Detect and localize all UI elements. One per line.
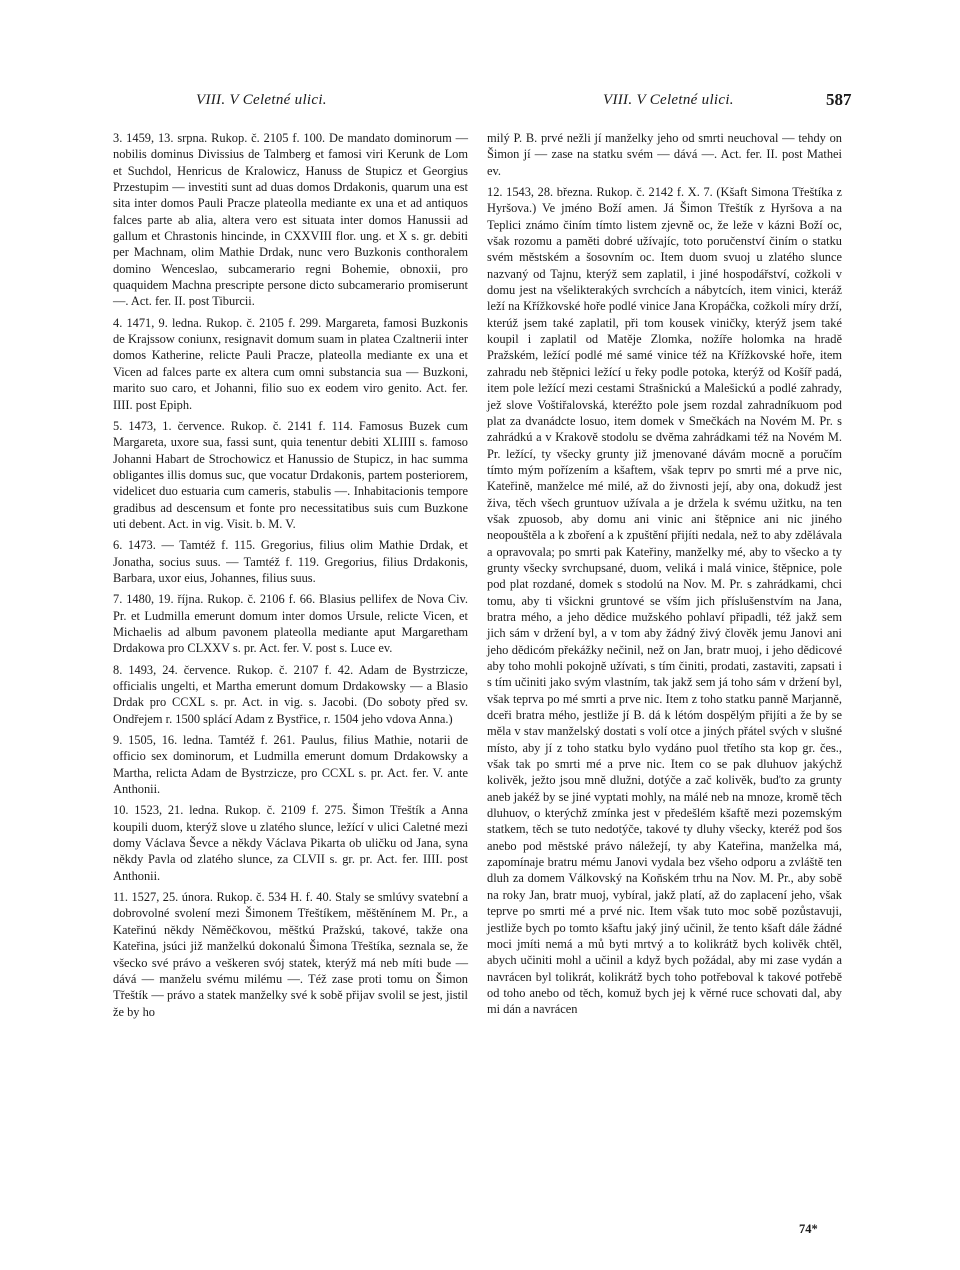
entry-10: 10. 1523, 21. ledna. Rukop. č. 2109 f. 275. Šimon Třeštík a Anna koupili duom, kterýž slove u zlatého slunce, ležící v ulici Caletné mezi domy Václava Ševce a někdy Václava Pikarta ob uličku od Jana, syna někdy Pavla od zlatého slunce, za CLVII s. gr. pr. Act. fer. IIII. post Anthonii. [113,803,468,883]
entry-8: 8. 1493, 24. července. Rukop. č. 2107 f. 42. Adam de Bystrzicze, officialis ungelti, et Martha emerunt domum Drdakowsky — a Blasio Drdak pro CCXL s. pr. Act. in vig. s. Jacobi. (Do soboty před sv. Ondřejem r. 1500 splácí Adam z Bystřice, r. 1504 jeho vdova Anna.) [113,662,468,726]
entry-5: 5. 1473, 1. července. Rukop. č. 2141 f. 114. Famosus Buzek cum Margareta, uxore sua, fassi sunt, quia tenentur debiti XLIIII s. famoso Johanni Habart de Strochowicz et Hanussio de Stupicz, in hac summa obligantes illis domus suc, que vocatur Drdakonis, partem posteriorem, videlicet duo estuaria cum cameris, stabulis —. Inhabitacionis tempore gradibus ad descensum et fonte pro necessitatibus suis cum Buzkone uti debent. Act. in vig. Visit. b. M. V. [113,418,468,531]
entry-11: 11. 1527, 25. února. Rukop. č. 534 H. f. 40. Staly se smlúvy svatební a dobrovolné svolení mezi Šimonem Třeštíkem, měštěnínem M. Pr., a Kateřinú někdy Něměčkovou, měštkú Pražskú, takové, takže ona Kateřina, jsúci již manželkú dokonalú Šimona Třeštíka, seznala se, že všecko své právo a veškeren svój statek, kterýž má neb míti bude — dává — manželu svému milému —. Též zase proti tomu on Šimon Třeštík — právo a statek manželky své k sobě přijav svolil se jest, jistil že by ho [113,890,468,1019]
signature-mark: 74* [799,1222,818,1236]
entry-6: 6. 1473. — Tamtéž f. 115. Gregorius, filius olim Mathie Drdak, et Jonatha, socius suus. — Tamtéž f. 119. Gregorius, filius Drdakonis, Barbara, uxor eius, Johannes, filius suus. [113,538,468,585]
running-header-right: VIII. V Celetné ulici. [603,92,734,108]
entry-11-continued: milý P. B. prvé nežli jí manželky jeho od smrti neuchoval — tehdy on Šimon jí — zase na statku svém — dává —. Act. fer. II. post Mathei ev. [487,131,842,178]
entry-4: 4. 1471, 9. ledna. Rukop. č. 2105 f. 299. Margareta, famosi Buzkonis de Krajssow coniunx, resignavit domum suam in platea Czaltnerii inter domos Katherine, relicte Pauli Pracze, plateolla mediante ex una et Vicen ad falces parte ex altera cum omni substancia sua — Buzkoni, marito suo caro, et Johanni, filio suo ex eodem viro genito. Act. fer. IIII. post Epiph. [113,315,468,412]
left-column [113,130,468,1025]
running-header-left: VIII. V Celetné ulici. [196,92,327,108]
entry-12: 12. 1543, 28. března. Rukop. č. 2142 f. X. 7. (Kšaft Simona Třeštíka z Hyršova.) Ve jméno Boží amen. Já Šimon Třeštík z Hyršova a na Teplici známo činím tímto listem zjevně oc, že leže v kázni Boží oc, však rozomu a paměti dobré užívajíc, toto poručenství činím o statku svém městském a šosovním oc. Item duom svuoj u zlatého slunce nazvaný od Tajnu, kterýž sem zaplatil, i jiné hospodářství, cožkoli v domu jest na všelikterakých svrchcích a nábytcích, item vinici, kteráž leží na Křížkovské hoře podlé vinice Jana Kropáčka, cožkoli míry drží, kterúž jsem také zaplatil, při tom kousek viničky, kterýž jsem také koupil i zaplatil od Matěje Zlomka, nožíře holomka na hradě Pražském, ležící podlé mé samé vinice též na Křížkovské hoře, item zahradu neb štěpnici ležící u řeky podle potoka, kterýž od Košíř padá, item pole ležící mezi cestami Strašnickú a Malešickú a podlé zahrady, jež slove Voštiřalovská, kteréžto pole jsem rozdal zahradníkuom pod plat za dvanádcte losuo, item domek v Smečkách na Novém M. Pr. s zahrádkú a v Krakově stodolu se dvěma zahrádkami též na Novém M. Pr. ležící, ty všecky grunty již jmenované dávám mocně a poručím tímto mým pořízením a kšaftem, však teprv po smrti mé a prve nic, Kateřině, manželce mé milé, až do živnosti její, aby ona, dokudž jest živa, těch všech gruntuov užívala a je držela k svému užitku, na ten však zpuosob, aby domu ani vinic ani štěpnice ani nic jiného neopouštěla a k zboření a k zpuštění přijíti nedala, než to aby zdělávala a opravovala; po smrti pak Kateřiny, manželky mé, aby to všecko a ty grunty všecky svrchupsané, duom, veliká i malá vinice, štěpnice, pole pod plat rozdané, domek s stodolú na Nov. M. Pr. s zahrádkami, chci tomu, aby ti všickni gruntové se vším jich příslušenstvím na Jana, bratra mého, a jeho dědice mužského pohlaví připadli, též jakž sem jich sám v držení byl, a v tom aby žádný živý člověk jemu Janovi ani jeho dědicóm překážky nečinil, než on Jan, bratr muoj, i jeho dědicové aby toho mohli pokojně užívati, s tím činiti, prodati, zastaviti, zapsati i s tím učiniti jako svým vlastním, tak jakž sem já toho sám v držení byl, však teprva po mé smrti a prve nic. Item z toho statku panně Marjanně, dceři bratra mého, jestliže jí B. dá k létóm dospělým přijíti a že by se měla v stav manželský dostati s volí otce a jiných přátel svých v slušné místo, aby jí z toho statku bylo vydáno puol třetího sta kop gr. čes., však tak po smrti mé a prve nic. Item co se pak dluhuov jakýchž kolivěk, ježto jsou mně dlužni, dotýče a zač kolivěk, buďto za grunty aneb jakéž by se jiné vyptati mohly, na málé neb na mnoze, kromě těch dluhuov, o kterýchž zmínka jest v předešlém kšaftě mezi pozemským statkem, těch se tuto nedotýče, takové ty dluhy všecky, kteréž pod šos anebo pod městské právo náležejí, ty aby Kateřina, manželka má, zapomínaje bratru mému Janovi vydala bez všeho odporu a zvláště ten dluh za domem Válkovský na Koňském trhu na Nov. M. Pr., aby sobě na roky Jan, bratr muoj, vybíral, jakž platí, až do zaplacení jeho, však teprve po smrti mé a prvé nic. Item však tuto moc sobě pozůstavuji, jestliže bych po tomto kšaftu jaký jiný učinil, že tento kšaft dále žádné moci jmíti nemá a mů byti mrtvý a to kolikrátž bych kolivěk chtěl, abych učiniti mohl a učinil a když bych požádal, aby mi zase vydán a navrácen byl tolikrát, kolikrátž bych toho potřeboval k takové potřebě od toho anebo od těch, komuž bych jej k věrné ruce schovati dal, aby mi dán a navrácen [487,185,842,1017]
right-column [487,130,842,1023]
entry-7: 7. 1480, 19. října. Rukop. č. 2106 f. 66. Blasius pellifex de Nova Civ. Pr. et Ludmilla emerunt domum inter domos Ursule, relicte Vicen, et Michaelis ad album pavonem plateolla mediante aput Margaretham Drdakowa pro CLXXV s. pr. Act. fer. V. post s. Luce ev. [113,592,468,656]
entry-9: 9. 1505, 16. ledna. Tamtéž f. 261. Paulus, filius Mathie, notarii de officio sex dominorum, et Ludmilla emerunt domum Drdakowsky a Martha, relicta Adam de Bystrzicze, pro CCXL s. pr. Act. fer. V. ante Anthonii. [113,733,468,797]
entry-3: 3. 1459, 13. srpna. Rukop. č. 2105 f. 100. De mandato dominorum — nobilis dominus Divissius de Talmberg et famosi viri Kerunk de Lom et Suchdol, Henricus de Kralowicz, Hanuss de Stupicz et Georgius Przestupim — investiti sunt ad duas domos Drdakonis, quarum una est sita inter domos Pauli Pracze plateolla mediante ex una et ad antiquos falces parte ab alia, altera vero est situata inter domos Hanussii ad gallum et Chrastonis hincinde, in CXXVIII flor. ung. et X s. gr. debiti per Machnam, olim Mathie Drdak, nunc vero Buzkonis conthoralem domino Wenceslao, subcamerario regni Bohemie, obnoxii, pro quaquidem Machna prescripte persone dicto subcamerario promiserunt —. Act. fer. II. post Tiburcii. [113,131,468,309]
page-number: 587 [826,90,852,109]
